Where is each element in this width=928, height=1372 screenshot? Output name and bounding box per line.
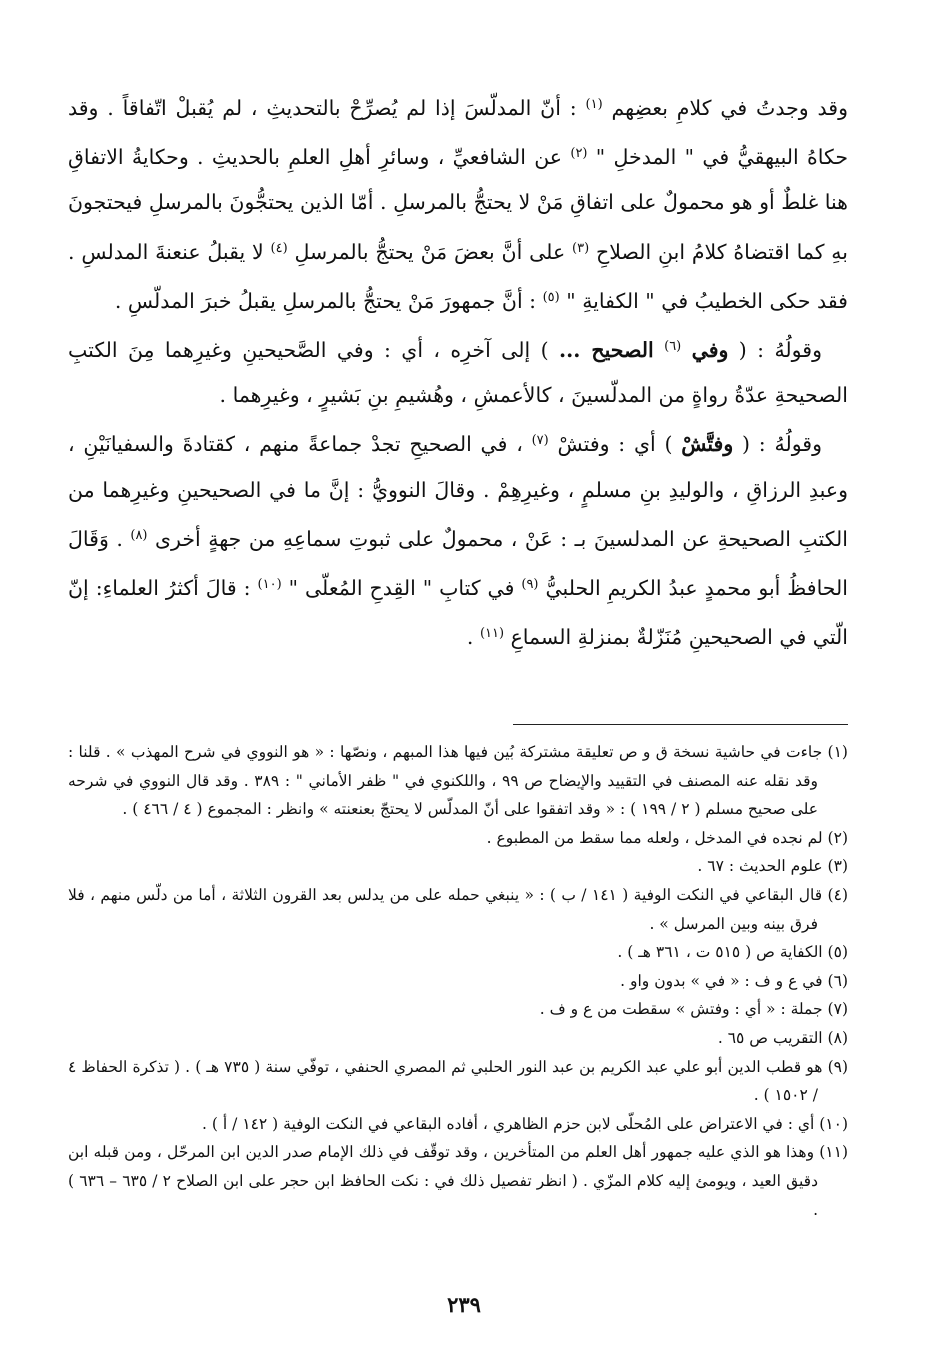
footnote xyxy=(68,1138,848,1224)
text-run: ، في الصحيحِ تجدْ جماعةً منهم ، كقتادةَ والسفيانَيْنِ ، وعبدِ الرزاقِ ، والوليدِ بنِ مسلمٍ ، وغيرِهِمْ . وقالَ النوويُّ : إنَّ ما في الصحيحينِ وغيرِهما من الكتبِ الصحيحةِ عن المدلسينَ بـ : عَنْ ، محمولٌ على ثبوتِ سماعِهِ من جهةٍ أخرى xyxy=(68,432,848,551)
footnote-marker: (٤) xyxy=(270,240,288,256)
text-run xyxy=(654,338,664,362)
footnote-marker: (١) xyxy=(585,97,603,112)
footnote-text: في ع و ف : « في » بدون واو . xyxy=(620,971,823,990)
text-run: على أنَّ بعضَ مَنْ يحتجُّ بالمرسلِ xyxy=(287,239,573,264)
footnote-marker: (١١) xyxy=(479,626,505,642)
footnote-marker: (٧) xyxy=(531,433,549,449)
footnote-separator xyxy=(513,724,848,725)
quoted-term: وفتَّشْ xyxy=(681,432,734,457)
footnote xyxy=(68,824,848,853)
footnote xyxy=(68,1053,848,1110)
footnote-number: (٦) xyxy=(827,971,848,990)
text-run: . xyxy=(466,625,480,650)
footnote-number: (٢) xyxy=(827,828,848,847)
footnote-marker: (٨) xyxy=(130,527,148,543)
body-paragraph xyxy=(68,82,848,324)
footnote-text: جاءت في حاشية نسخة ق و ص تعليقة مشتركة بُين فيها هذا المبهم ، ونصّها : « هو النووي في شرح المهذب » . قلنا : وقد نقله عنه المصنف في التقييد والإيضاح ص ٩٩ ، واللكنوي في " ظفر الأماني " : ٣٨٩ . وقد قال النووي في شرحه على صحيح مسلم ( ٢ / ١٩٩ ) : « وقد اتفقوا على أنّ المدلّس لا يحتجّ بعنعنته » وانظر : المجموع ( ٤ / ٤٦٦ ) . xyxy=(68,743,823,819)
footnote-marker: (٦) xyxy=(664,339,682,355)
footnotes xyxy=(68,738,848,1224)
footnote xyxy=(68,738,848,824)
footnote-number: (٤) xyxy=(827,885,848,904)
footnote-text: هو قطب الدين أبو علي عبد الكريم بن عبد النور الحلبي ثم المصري الحنفي ، توفّي سنة ( ٧٣٥ هـ ) . ( تذكرة الحفاظ ٤ / ١٥٠٢ ) . xyxy=(68,1057,823,1105)
footnote-text: التقريب ص ٦٥ . xyxy=(717,1028,823,1047)
footnote xyxy=(68,1110,848,1139)
footnote-text: جملة : « أي : وفتش » سقطت من ع و ف . xyxy=(539,1000,823,1019)
footnote-number: (٧) xyxy=(827,1000,848,1019)
page-number: ٢٣٩ xyxy=(447,1292,481,1317)
text-run: ) أي : وفتشْ xyxy=(548,432,682,457)
text-run: وقولُهُ : ( xyxy=(733,432,822,457)
footnote xyxy=(68,852,848,881)
footnote-text: الكفاية ص ( ٥١٥ ت ، ٣٦١ هـ ) . xyxy=(617,943,823,962)
text-run: عن الشافعيِّ ، وسائرِ أهلِ العلمِ بالحديثِ . وحكايةُ الاتفاقِ هنا غلطٌ أو هو محمولٌ على اتفاقِ مَنْ لا يحتجُّ بالمرسلِ . أمّا الذين يحتجُّونَ بالمرسلِ فيحتجونَ بهِ كما اقتضاهُ كلامُ ابنِ الصلاحِ xyxy=(68,145,848,264)
body-paragraph xyxy=(68,324,848,418)
text-run: ) إلى آخرِه ، أي : وفي الصَّحيحينِ وغيرِهما مِنَ الكتبِ الصحيحةِ عدّةُ رواةٍ من المدلّسينَ ، كالأعمشِ ، وهُشيمِ بنِ بَشيرٍ ، وغيرِهما . xyxy=(68,338,848,408)
footnote-marker: (٥) xyxy=(542,289,560,305)
footnote-text: وهذا هو الذي عليه جمهور أهل العلم من المتأخرين ، وقد توقّف في ذلك الإمام صدر الدين ابن المرحّل ، ومن قبله ابن دقيق العيد ، ويومئ إليه كلام المزّي . ( انظر تفصيل ذلك في : نكت الحافظ ابن حجر على ابن الصلاح ٢ / ٦٣٥ – ٦٣٦ ) . xyxy=(68,1143,818,1219)
body-paragraph xyxy=(68,418,848,660)
footnote-text: أي : في الاعتراض على المُحلّى لابن حزم الظاهري ، أفاده البقاعي في النكت الوفية ( ١٤٢ / أ ) . xyxy=(202,1114,815,1133)
footnote xyxy=(68,995,848,1024)
footnote xyxy=(68,881,848,938)
footnote-marker: (٢) xyxy=(570,146,588,162)
quoted-term: وفي xyxy=(691,338,729,363)
text-run xyxy=(681,338,691,362)
footnote-number: (٣) xyxy=(827,857,848,876)
text-run: : قالَ أكثرُ العلماءِ: إنّ الّتي في الصحيحينِ مُنَزّلةٌ بمنزلةِ السماعِ xyxy=(68,576,848,650)
quoted-term: الصحيح ... xyxy=(558,338,654,363)
footnote-number: (٥) xyxy=(827,943,848,962)
footnote xyxy=(68,1024,848,1053)
text-run: وقد وجدتُ في كلامِ بعضِهم xyxy=(602,96,848,120)
footnote-number: (١١) xyxy=(819,1143,848,1162)
text-run: لا يقبلُ عنعنةَ المدلسِ . فقد حكى الخطيبُ في " الكفايةِ " xyxy=(68,239,848,313)
footnote-marker: (٩) xyxy=(521,577,539,593)
text-run: . وَقَالَ الحافظُ أبو محمدٍ عبدُ الكريمِ الحلبيُّ xyxy=(68,526,848,601)
main-text xyxy=(68,82,848,660)
footnote-marker: (٣) xyxy=(572,240,590,256)
text-run: : أنَّ جمهورَ مَنْ يحتجُّ بالمرسلِ يقبلُ خبرَ المدلّسِ . xyxy=(114,288,543,313)
footnote-text: قال البقاعي في النكت الوفية ( ١٤١ / ب ) : « ينبغي حمله على من يدلس بعد القرون الثلاثة ، أما من دلّس منهم ، فلا فرق بينه وبين المرسل » . xyxy=(68,885,823,933)
footnote-number: (١) xyxy=(827,743,848,761)
footnote xyxy=(68,967,848,996)
footnote xyxy=(68,938,848,967)
footnote-number: (٨) xyxy=(827,1028,848,1047)
footnote-text: لم نجده في المدخل ، ولعله مما سقط من المطبوع . xyxy=(486,828,823,847)
footnote-marker: (١٠) xyxy=(257,577,282,593)
text-run: وقولُهُ : ( xyxy=(728,338,822,363)
footnote-text: علوم الحديث : ٦٧ . xyxy=(697,857,823,876)
footnote-number: (١٠) xyxy=(819,1114,848,1133)
footnote-number: (٩) xyxy=(827,1057,849,1076)
text-run: : أنّ المدلّسَ إذا لم يُصرِّحْ بالتحديثِ ، لم يُقبلْ اتّفاقاً . وقد حكاهُ البيهقيُّ في " المدخلِ " xyxy=(68,96,849,170)
text-run: في كتابِ " القِدحِ المُعلّى " xyxy=(281,576,522,601)
